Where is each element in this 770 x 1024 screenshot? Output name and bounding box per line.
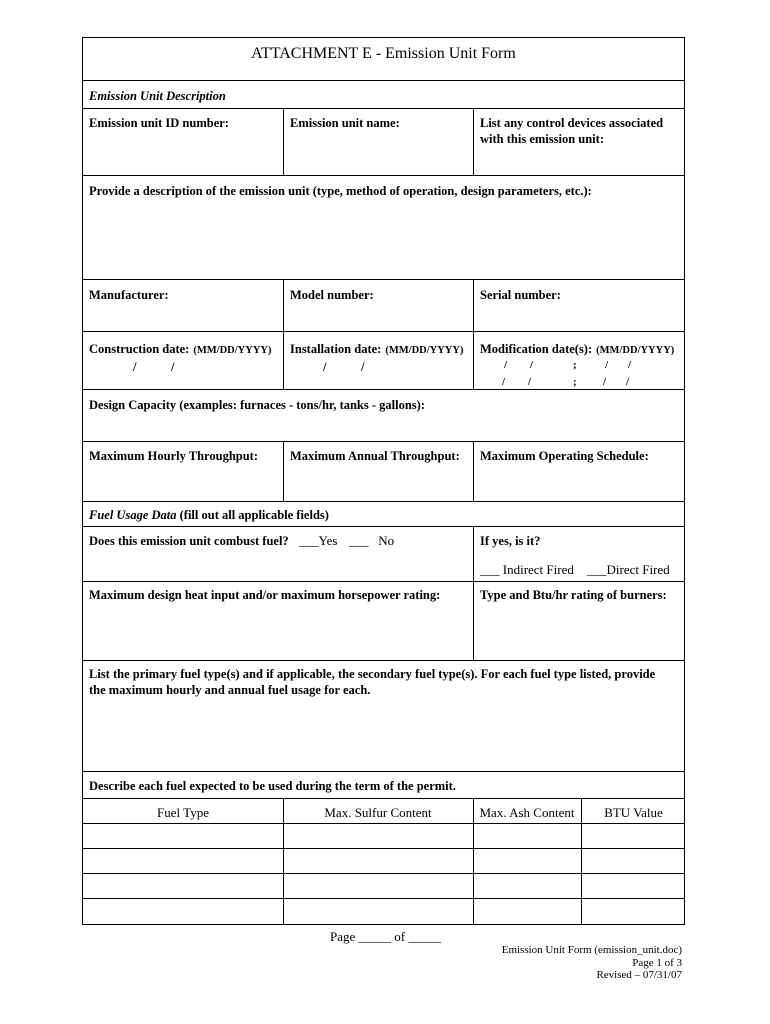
- combust-no-option[interactable]: ___ No: [349, 533, 395, 548]
- section-heading-description: Emission Unit Description: [89, 89, 226, 103]
- table-header-ash: Max. Ash Content: [479, 805, 575, 820]
- date-slash: /: [504, 359, 508, 371]
- divider: [83, 526, 684, 527]
- indirect-fired-option[interactable]: ___ Indirect Fired: [480, 562, 574, 577]
- divider: [83, 581, 684, 582]
- describe-fuel-label: Describe each fuel expected to be used during the term of the permit.: [89, 779, 456, 793]
- emission-unit-form: [82, 37, 685, 925]
- date-slash: /: [133, 360, 137, 374]
- divider: [83, 389, 684, 390]
- table-row: [83, 848, 684, 849]
- max-annual-throughput-label: Maximum Annual Throughput:: [290, 449, 460, 463]
- section-heading-fuel: [89, 508, 329, 523]
- divider: [83, 175, 684, 176]
- date-separator: ;: [573, 359, 577, 371]
- emission-unit-id-label: Emission unit ID number:: [89, 116, 229, 130]
- installation-date-text: Installation date:: [290, 342, 382, 356]
- divider: [473, 108, 474, 175]
- table-header-fuel-type: Fuel Type: [157, 805, 209, 820]
- divider: [83, 798, 684, 799]
- date-format-hint: (MM/DD/YYYY): [596, 345, 675, 356]
- footer-page-of: Page 1 of 3: [632, 957, 682, 969]
- modification-date-text: Modification date(s):: [480, 342, 593, 356]
- installation-date-label: [290, 340, 463, 358]
- date-slash: /: [323, 360, 327, 374]
- date-slash: /: [361, 360, 365, 374]
- divider: [283, 279, 284, 331]
- divider: [83, 771, 684, 772]
- direct-fired-option[interactable]: ___Direct Fired: [587, 562, 670, 577]
- divider: [83, 279, 684, 280]
- divider: [473, 441, 474, 501]
- combust-yes-option[interactable]: ___Yes: [299, 533, 338, 548]
- footer-doc-name: Emission Unit Form (emission_unit.doc): [501, 944, 682, 956]
- divider: [283, 441, 284, 501]
- modification-date-label: [480, 340, 674, 358]
- control-devices-label-line2: with this emission unit:: [480, 132, 604, 146]
- fuel-heading-italic: Fuel Usage Data: [89, 508, 177, 522]
- table-header-sulfur: Max. Sulfur Content: [324, 805, 432, 820]
- footer-revised: Revised – 07/31/07: [596, 969, 682, 981]
- divider: [283, 798, 284, 925]
- table-header-btu: BTU Value: [604, 805, 663, 820]
- max-hourly-throughput-label: Maximum Hourly Throughput:: [89, 449, 259, 463]
- divider: [581, 798, 582, 925]
- description-label: Provide a description of the emission unit (type, method of operation, design parameters, etc.):: [89, 184, 592, 198]
- combust-fuel-question: Does this emission unit combust fuel?: [89, 534, 289, 548]
- date-slash: /: [171, 360, 175, 374]
- if-yes-label: If yes, is it?: [480, 534, 541, 548]
- divider: [83, 660, 684, 661]
- divider: [473, 279, 474, 331]
- table-row: [83, 873, 684, 874]
- divider: [473, 798, 474, 925]
- date-slash: /: [528, 376, 532, 388]
- date-slash: /: [628, 359, 632, 371]
- divider: [83, 441, 684, 442]
- emission-unit-name-label: Emission unit name:: [290, 116, 400, 130]
- table-row: [83, 898, 684, 899]
- divider: [473, 331, 474, 389]
- date-slash: /: [530, 359, 534, 371]
- form-title: ATTACHMENT E - Emission Unit Form: [251, 45, 516, 62]
- model-number-label: Model number:: [290, 288, 374, 302]
- divider: [83, 331, 684, 332]
- page-number-field: Page _____ of _____: [330, 929, 441, 944]
- date-slash: /: [502, 376, 506, 388]
- divider: [283, 108, 284, 175]
- date-separator: ;: [573, 376, 577, 388]
- date-slash: /: [603, 376, 607, 388]
- divider: [83, 501, 684, 502]
- divider: [83, 80, 684, 81]
- manufacturer-label: Manufacturer:: [89, 288, 169, 302]
- max-operating-schedule-label: Maximum Operating Schedule:: [480, 449, 649, 463]
- divider: [283, 331, 284, 389]
- heat-input-label: Maximum design heat input and/or maximum horsepower rating:: [89, 588, 441, 602]
- serial-number-label: Serial number:: [480, 288, 561, 302]
- table-row: [83, 823, 684, 824]
- date-slash: /: [605, 359, 609, 371]
- construction-date-text: Construction date:: [89, 342, 190, 356]
- burner-rating-label: Type and Btu/hr rating of burners:: [480, 588, 667, 602]
- date-slash: /: [626, 376, 630, 388]
- divider: [473, 526, 474, 660]
- construction-date-label: [89, 340, 272, 358]
- divider: [83, 108, 684, 109]
- fuel-types-label-line2: the maximum hourly and annual fuel usage for each.: [89, 683, 371, 697]
- date-format-hint: (MM/DD/YYYY): [193, 345, 272, 356]
- control-devices-label-line1: List any control devices associated: [480, 116, 664, 130]
- design-capacity-label: Design Capacity (examples: furnaces - tons/hr, tanks - gallons):: [89, 398, 425, 412]
- fuel-types-label-line1: List the primary fuel type(s) and if applicable, the secondary fuel type(s). For each fuel type listed, provide: [89, 667, 656, 681]
- fuel-heading-rest: (fill out all applicable fields): [179, 508, 329, 522]
- date-format-hint: (MM/DD/YYYY): [385, 345, 464, 356]
